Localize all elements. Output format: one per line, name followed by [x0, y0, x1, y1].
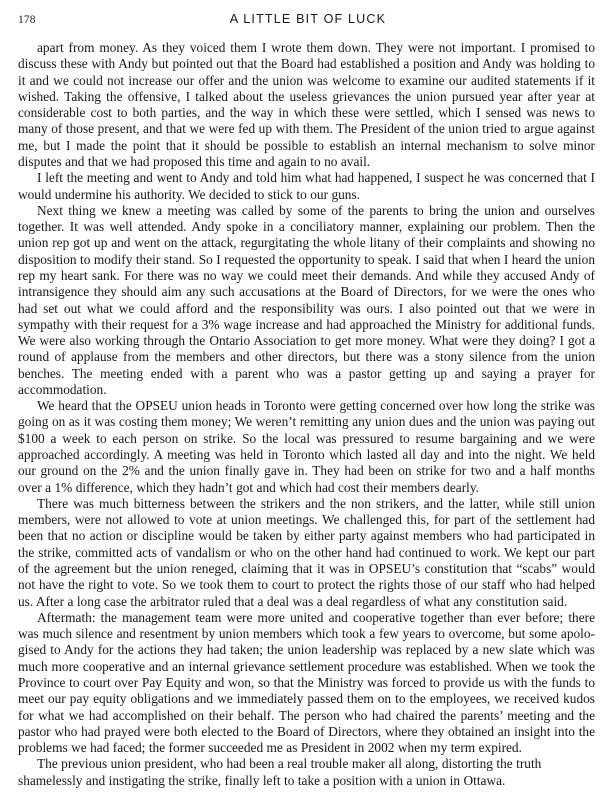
running-title: A LITTLE BIT OF LUCK: [229, 12, 387, 26]
paragraph: There was much bitterness between the strikers and the non strikers, and the latter, while still union members, were not allowed to vote at union meetings. We challenged this, for part of the settlement had been that no action or discipline would be taken by either party against members who had participated in the strike, committed acts of vandalism or who on the other hand had continued to work. We kept our part of the agreement but the union reneged, claiming that it was in OPSEU’s constitution that “scabs” would not have the right to vote. So we took them to court to protect the rights those of our staff who had helped us. After a long case the arbitrator ruled that a deal was a deal regardless of what any constitution said.: [18, 495, 595, 609]
body-text-block: [18, 40, 595, 789]
paragraph: I left the meeting and went to Andy and told him what had happened, I suspect he was concerned that I would undermine his authority. We decided to stick to our guns.: [18, 170, 595, 202]
paragraph: apart from money. As they voiced them I wrote them down. They were not important. I promised to discuss these with Andy but pointed out that the Board had established a position and Andy was holding to it and we could not increase our offer and the union was welcome to examine our audited statements if it wished. Taking the offensive, I talked about the useless grievances the union pursued year after year at considerable cost to both parties, and the way in which these were settled, which I sensed was news to many of those present, and that we were fed up with them. The President of the union tried to argue against me, but I made the point that it should be possible to establish an internal mechanism to solve minor disputes and that we had proposed this time and again to no avail.: [18, 40, 595, 169]
paragraph: We heard that the OPSEU union heads in Toronto were getting concerned over how long the strike was going on as it was costing them money; We weren’t remitting any union dues and the union was paying out $100 a week to each person on strike. So the local was pressured to resume bargaining and we were approached accordingly. A meeting was held in Toronto which lasted all day and into the night. We held our ground on the 2% and the union finally gave in. They had been on strike for two and a half months over a 1% difference, which they hadn’t got and which had cost their members dearly.: [18, 398, 595, 495]
page-number: 178: [18, 14, 36, 26]
running-header: [0, 11, 611, 31]
paragraph: Aftermath: the management team were more united and cooperative together than ever before; there was much silence and resentment by union members which took a few years to overcome, but some apolo-gised to Andy for the actions they had taken; the union leadership was replaced by a new slate which was much more cooperative and an internal grievance settlement procedure was established. When we took the Province to court over Pay Equity and won, so that the Ministry was forced to provide us with the funds to meet our pay equity obligations and we immediately passed them on to the employees, we received kudos for what we had accomplished on their behalf. The person who had chaired the parents’ meeting and the pastor who had prayed were both elected to the Board of Directors, where they obtained an insight into the problems we had faced; the former succeeded me as President in 2002 when my term expired.: [18, 609, 595, 756]
paragraph: The previous union president, who had been a real trouble maker all along, distorting the truth shamelessly and instigating the strike, finally left to take a position with a union in Ottawa.: [18, 756, 542, 788]
paragraph: Next thing we knew a meeting was called by some of the parents to bring the union and ourselves together. It was well attended. Andy spoke in a conciliatory manner, explaining our problem. Then the union rep got up and went on the attack, regurgitating the whole litany of their complaints and showing no disposition to modify their stand. So I requested the opportunity to speak. I said that when I heard the union rep my heart sank. For there was no way we could meet their demands. And while they accused Andy of intransigence they should aim any such accusations at the Board of Directors, for we were the ones who had set out what we could afford and the responsibility was ours. I also pointed out that we were in sympathy with their request for a 3% wage increase and had approached the Ministry for additional funds. We were also working through the Ontario Association to get more money. What were they doing? I got a round of applause from the members and other directors, but there was a stony silence from the union benches. The meeting ended with a parent who was a pastor getting up and saying a prayer for accommodation.: [18, 202, 595, 397]
